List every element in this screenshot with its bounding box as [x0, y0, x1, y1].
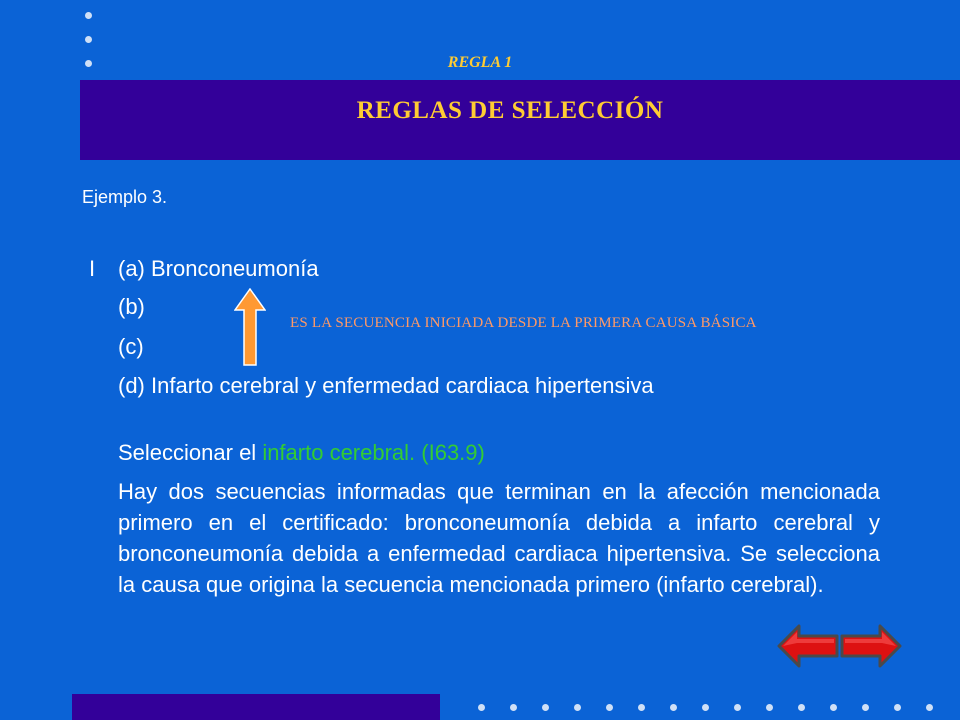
decor-dot: [670, 704, 677, 711]
decor-dot: [862, 704, 869, 711]
decor-dot: [638, 704, 645, 711]
right-arrow-icon: [842, 626, 900, 666]
slide-subtitle: REGLA 1: [447, 54, 513, 71]
certificate-line-d: (d) Infarto cerebral y enfermedad cardiaca hipertensiva: [118, 373, 654, 398]
decor-dot: [85, 36, 92, 43]
decor-dot: [798, 704, 805, 711]
left-arrow-icon: [779, 626, 837, 666]
decor-dot: [606, 704, 613, 711]
forward-button[interactable]: [840, 623, 902, 669]
certificate-line-c: (c): [118, 334, 144, 359]
decor-dot: [542, 704, 549, 711]
certificate-line-a: (a) Bronconeumonía: [118, 256, 319, 281]
title-bar: [80, 80, 960, 160]
decor-dot: [926, 704, 933, 711]
decor-dot: [830, 704, 837, 711]
decor-dot: [85, 12, 92, 19]
selection-prefix: Seleccionar el: [118, 440, 263, 465]
selected-cause: infarto cerebral. (I63.9): [262, 440, 485, 465]
decor-dot: [734, 704, 741, 711]
certificate-part-roman: I: [89, 256, 96, 281]
slide-title: REGLAS DE SELECCIÓN: [356, 97, 664, 124]
decor-dot: [510, 704, 517, 711]
example-label: Ejemplo 3.: [82, 187, 168, 207]
decor-dot: [894, 704, 901, 711]
explanation-paragraph: Hay dos secuencias informadas que terminan en la afección mencionada primero en el certificado: bronconeumonía debida a infarto cerebral y bronconeumonía debida a enfermedad cardiaca hipertensiva. Se selecciona la causa que origina la secuencia mencionada primero (infarto cerebral).: [118, 479, 880, 597]
decor-dot: [574, 704, 581, 711]
back-button[interactable]: [777, 623, 839, 669]
certificate-line-b: (b): [118, 294, 145, 319]
up-arrow-icon: [234, 288, 266, 366]
selection-statement: [118, 440, 485, 466]
bottom-bar: [72, 694, 440, 720]
decor-dot: [766, 704, 773, 711]
decor-dot: [478, 704, 485, 711]
decor-dot: [702, 704, 709, 711]
sequence-annotation: ES LA SECUENCIA INICIADA DESDE LA PRIMERA CAUSA BÁSICA: [290, 315, 757, 331]
